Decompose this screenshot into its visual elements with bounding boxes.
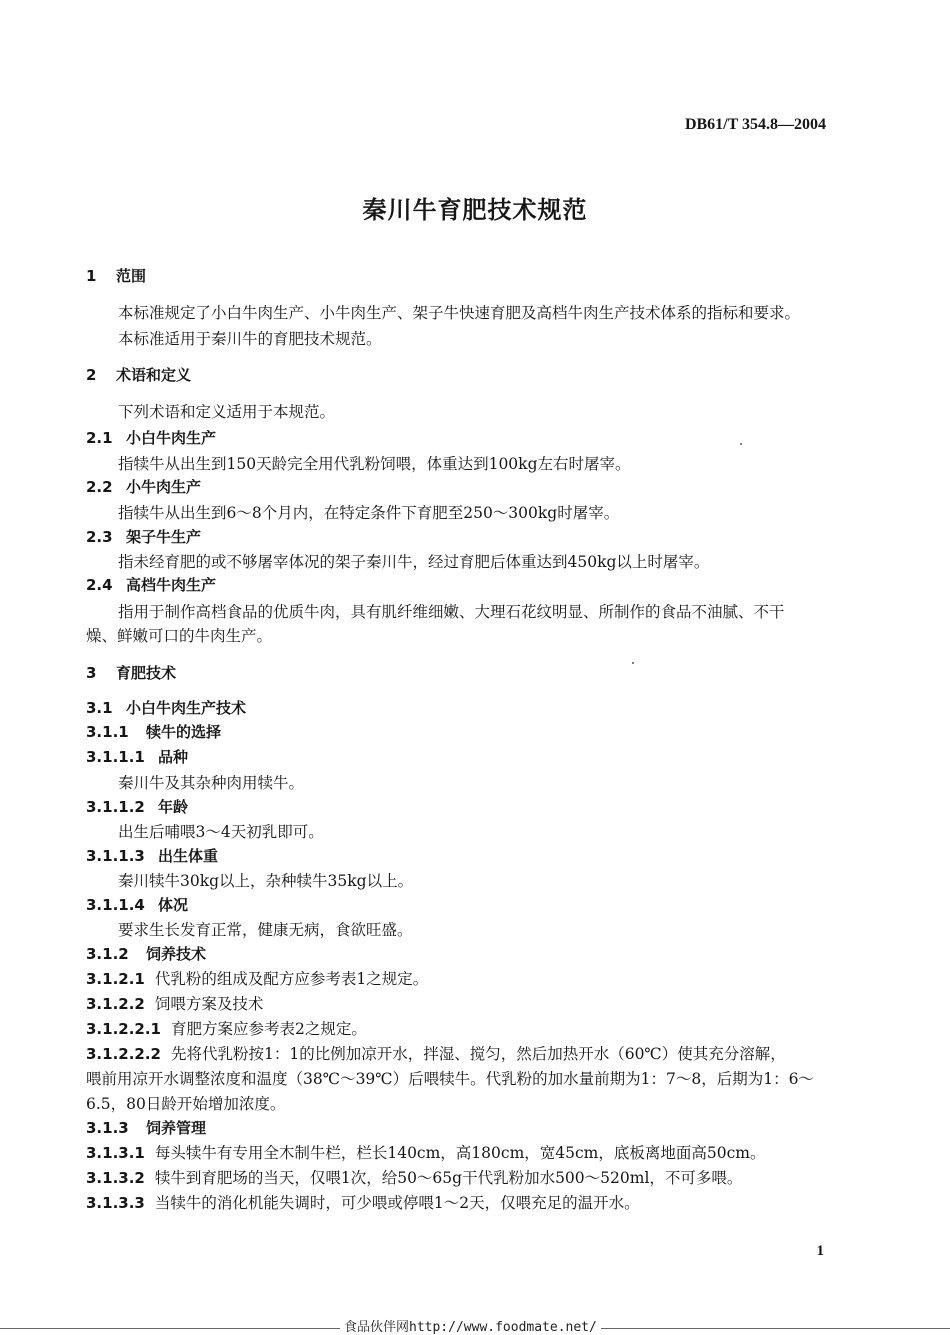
clause-3-1-3-1	[86, 1143, 830, 1163]
clause-3-1-2-2-2	[86, 1044, 830, 1064]
section-number: 2.4	[86, 576, 113, 594]
section-3-heading	[86, 663, 830, 683]
section-3-1-1-1-heading	[86, 747, 830, 767]
section-title: 小白牛肉生产技术	[126, 699, 247, 717]
clause-3-1-3-2	[86, 1168, 830, 1188]
clause-number: 3.1.2.2.2	[86, 1045, 161, 1063]
clause-text: 每头犊牛有专用全木制牛栏，栏长140cm，高180cm，宽45cm，底板离地面高50cm。	[154, 1144, 766, 1162]
section-number: 2.1	[86, 429, 113, 447]
page-number: 1	[816, 1243, 824, 1259]
section-number: 3.1.1.2	[86, 798, 145, 816]
paragraph: 指犊牛从出生到6～8个月内，在特定条件下育肥至250～300kg时屠宰。	[118, 504, 620, 522]
clause-text: 饲喂方案及技术	[154, 995, 264, 1013]
paragraph: 指未经育肥的或不够屠宰体况的架子秦川牛，经过育肥后体重达到450kg以上时屠宰。	[118, 553, 710, 571]
section-3-1-1-2-heading	[86, 797, 830, 817]
section-title: 高档牛肉生产	[126, 576, 217, 594]
paragraph: 秦川牛及其杂种肉用犊牛。	[118, 774, 305, 792]
section-number: 1	[86, 267, 97, 285]
section-3-1-1-3-heading	[86, 846, 830, 866]
section-number: 3.1.3	[86, 1119, 129, 1137]
section-title: 小牛肉生产	[126, 478, 202, 496]
section-3-1-3-heading	[86, 1118, 830, 1138]
section-title: 品种	[158, 748, 189, 766]
section-number: 3.1	[86, 699, 113, 717]
clause-number: 3.1.3.2	[86, 1169, 145, 1187]
section-number: 3.1.1.4	[86, 896, 145, 914]
clause-text: 当犊牛的消化机能失调时，可少喂或停喂1～2天，仅喂充足的温开水。	[154, 1194, 640, 1212]
section-2-3-heading	[86, 527, 830, 547]
section-3-1-1-heading	[86, 722, 830, 742]
document-code: DB61/T 354.8—2004	[684, 116, 826, 133]
paragraph: 本标准适用于秦川牛的育肥技术规范。	[118, 330, 382, 348]
clause-text: 犊牛到育肥场的当天，仅喂1次，给50～65g干代乳粉加水500～520ml，不可多喂。	[154, 1169, 743, 1187]
section-title: 架子牛生产	[126, 528, 202, 546]
section-3-1-2-heading	[86, 944, 830, 964]
footer-watermark: 食品伙伴网http://www.foodmate.net/	[340, 1316, 601, 1335]
section-title: 育肥技术	[116, 664, 177, 682]
clause-text: 育肥方案应参考表2之规定。	[170, 1020, 367, 1038]
clause-number: 3.1.2.1	[86, 970, 145, 988]
section-title: 小白牛肉生产	[126, 429, 217, 447]
section-title: 犊牛的选择	[146, 723, 222, 741]
section-3-1-heading	[86, 698, 830, 718]
section-number: 3.1.1.3	[86, 847, 145, 865]
paragraph: 指用于制作高档食品的优质牛肉，具有肌纤维细嫩、大理石花纹明显、所制作的食品不油腻、不干	[118, 603, 785, 621]
section-title: 体况	[158, 896, 189, 914]
section-number: 3.1.1	[86, 723, 129, 741]
section-title: 饲养管理	[146, 1119, 207, 1137]
section-title: 范围	[116, 267, 147, 285]
section-3-1-1-4-heading	[86, 895, 830, 915]
paragraph: 本标准规定了小白牛肉生产、小牛肉生产、架子牛快速育肥及高档牛肉生产技术体系的指标和要求。	[118, 304, 801, 322]
clause-continuation: 6.5，80日龄开始增加浓度。	[86, 1095, 286, 1113]
paragraph: 出生后哺喂3～4天初乳即可。	[118, 823, 324, 841]
section-title: 年龄	[158, 798, 189, 816]
section-number: 3.1.1.1	[86, 748, 145, 766]
clause-number: 3.1.2.2.1	[86, 1020, 161, 1038]
section-2-2-heading	[86, 477, 830, 497]
section-number: 3.1.2	[86, 945, 129, 963]
clause-number: 3.1.2.2	[86, 995, 145, 1013]
document-title: 秦川牛育肥技术规范	[362, 196, 588, 224]
clause-3-1-2-2	[86, 994, 830, 1014]
paragraph: 秦川犊牛30kg以上，杂种犊牛35kg以上。	[118, 872, 414, 890]
clause-number: 3.1.3.1	[86, 1144, 145, 1162]
paragraph: 要求生长发育正常，健康无病，食欲旺盛。	[118, 921, 413, 939]
section-title: 出生体重	[158, 847, 219, 865]
section-number: 2	[86, 366, 97, 384]
scan-speck	[632, 662, 634, 664]
paragraph: 下列术语和定义适用于本规范。	[118, 403, 336, 421]
paragraph: 指犊牛从出生到150天龄完全用代乳粉饲喂，体重达到100kg左右时屠宰。	[118, 455, 631, 473]
clause-3-1-2-2-1	[86, 1019, 830, 1039]
section-title: 术语和定义	[116, 366, 192, 384]
section-number: 2.2	[86, 478, 113, 496]
clause-text: 代乳粉的组成及配方应参考表1之规定。	[154, 970, 429, 988]
section-2-4-heading	[86, 575, 830, 595]
section-1-heading	[86, 266, 830, 286]
clause-3-1-2-1	[86, 969, 830, 989]
section-2-heading	[86, 365, 830, 385]
scan-speck	[740, 443, 742, 445]
section-2-1-heading	[86, 428, 830, 448]
clause-number: 3.1.3.3	[86, 1194, 145, 1212]
section-number: 2.3	[86, 528, 113, 546]
section-title: 饲养技术	[146, 945, 207, 963]
clause-text: 先将代乳粉按1：1的比例加凉开水，拌湿、搅匀，然后加热开水（60℃）使其充分溶解，	[170, 1045, 786, 1063]
section-number: 3	[86, 664, 97, 682]
paragraph-continuation: 燥、鲜嫩可口的牛肉生产。	[86, 627, 273, 645]
clause-3-1-3-3	[86, 1193, 830, 1213]
clause-continuation: 喂前用凉开水调整浓度和温度（38℃～39℃）后喂犊牛。代乳粉的加水量前期为1：7～8，后期为1：6～	[86, 1070, 814, 1088]
